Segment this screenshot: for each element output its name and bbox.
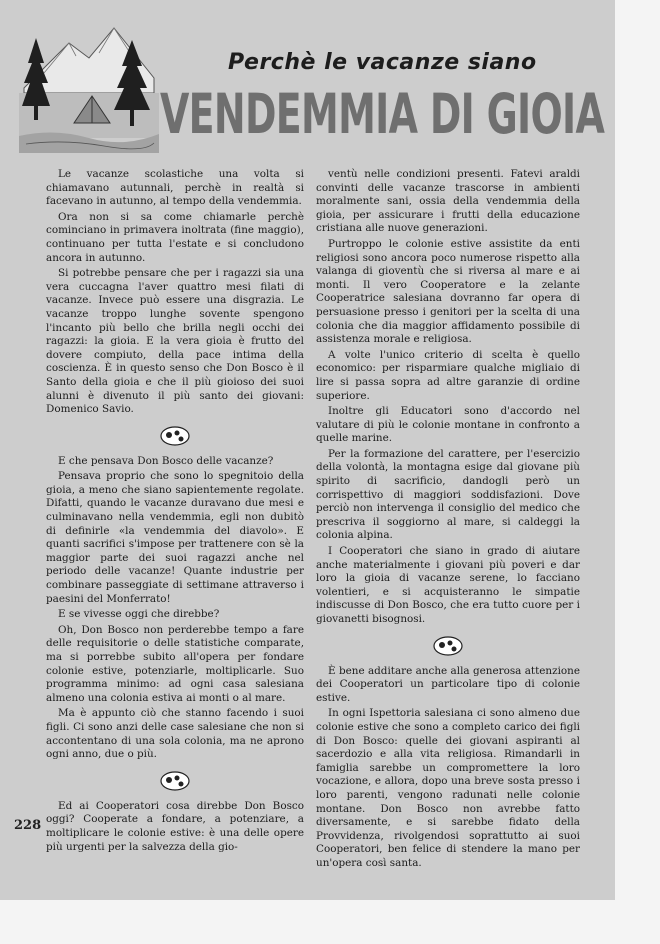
paragraph: I Cooperatori che siano in grado di aiutare anche materialmente i giovani più poveri e dar loro la gioia di vacanze serene, lo facciano volentieri, e si acquisteranno le simpatie indiscusse di Don Bosco, che era tutto cuore per i giovanetti bisognosi. [316,545,580,625]
page-number: 228 [14,818,42,833]
scan-margin-right [615,0,660,944]
right-column [316,168,580,873]
left-column [46,168,304,856]
article-title: VENDEMMIA DI GIOIA [160,82,605,146]
paragraph: Le vacanze scolastiche una volta si chiamavano autunnali, perchè in realtà si facevano in autunno, al tempo della vendemmia. [46,168,304,208]
paragraph: Ed ai Cooperatori cosa direbbe Don Bosco oggi? Cooperate a fondare, a potenziare, a moltiplicare le colonie estive: è una delle opere più urgenti per la salvezza della gio- [46,799,304,853]
paragraph: ventù nelle condizioni presenti. Fatevi araldi convinti delle vacanze trascorse in ambienti moralmente sani, ossia della vendemmia della gioia, per assicurare i frutti della educazione cristiana alle nuove generazioni. [316,168,580,235]
section-ornament-icon [158,423,192,447]
mountain-camp-illustration [14,18,164,158]
paragraph: Si potrebbe pensare che per i ragazzi sia una vera cuccagna l'aver quattro mesi filati di vacanze. Invece può essere una disgrazia. Le vacanze troppo lunghe sovente spengono l'incanto più bello che brilla negli occhi dei ragazzi: la gioia. E la vera gioia è frutto del dovere compiuto, della pace intima della coscienza. È in questo senso che Don Bosco è il Santo della gioia e che il più gioioso dei suoi alunni è divenuto il più santo dei giovani: Domenico Savio. [46,267,304,416]
paragraph: Per la formazione del carattere, per l'esercizio della volontà, la montagna esige dal giovane più spirito di sacrificio, dandogli però un corrispettivo di maggiori soddisfazioni. Dove perciò non intervenga il consiglio del medico che prescriva il soggiorno al mare, si caldeggi la colonia alpina. [316,447,580,542]
paragraph: Ma è appunto ciò che stanno facendo i suoi figli. Ci sono anzi delle case salesiane che non si accontentano di una sola colonia, ma ne aprono ogni anno, due o più. [46,707,304,761]
paragraph: In ogni Ispettoria salesiana ci sono almeno due colonie estive che sono a completo carico dei figli di Don Bosco: quelle dei giovani aspiranti al sacerdozio e alla vita religiosa. Rimandarli in famiglia sarebbe un compromettere la loro vocazione, e allora, dopo una breve sosta presso i loro parenti, vengono radunati nelle colonie montane. Don Bosco non avrebbe fatto diversamente, e si sarebbe fidato della Provvidenza, rivolgendosi soprattutto ai suoi Cooperatori, ben felice di stendere la mano per un'opera così santa. [316,707,580,869]
paragraph: Inoltre gli Educatori sono d'accordo nel valutare di più le colonie montane in confronto a quelle marine. [316,405,580,445]
paragraph: A volte l'unico criterio di scelta è quello economico: per risparmiare qualche migliaio di lire si passa sopra ad altre garanzie di ordine superiore. [316,348,580,402]
paragraph: Purtroppo le colonie estive assistite da enti religiosi sono ancora poco numerose rispetto alla valanga di gioventù che si riversa al mare e ai monti. Il vero Cooperatore e la zelante Cooperatrice salesiana dovranno far opera di persuasione presso i genitori per la scelta di una colonia che dia maggior affidamento possibile di assistenza morale e religiosa. [316,237,580,346]
section-ornament-icon [431,633,465,657]
paragraph: Oh, Don Bosco non perderebbe tempo a fare delle requisitorie o delle statistiche comparate, ma si porrebbe subito all'opera per fondare colonie estive, potenziarle, moltiplicarle. Suo programma minimo: ad ogni casa salesiana almeno una colonia estiva ai monti o al mare. [46,623,304,704]
scan-margin-bottom [0,900,660,944]
article-subtitle: Perchè le vacanze siano [228,50,537,75]
section-ornament-icon [158,768,192,792]
paragraph: E se vivesse oggi che direbbe? [58,608,220,621]
paragraph: Ora non si sa come chiamarle perchè cominciano in primavera inoltrata (fine maggio), continuano per tutta l'estate e si concludono ancora in autunno. [46,210,304,264]
paragraph: E che pensava Don Bosco delle vacanze? [58,454,274,467]
paragraph: È bene additare anche alla generosa attenzione dei Cooperatori un particolare tipo di colonie estive. [316,664,580,704]
paragraph: Pensava proprio che sono lo spegnitoio della gioia, a meno che siano sapientemente regolate. Difatti, quando le vacanze duravano due mesi e culminavano nella vendemmia, egli non dubitò di definirle «la vendemmia del diavolo». E quanti sacrifici s'impose per trattenere con sè la maggior parte dei suoi ragazzi anche nel periodo delle vacanze! Quante industrie per combinare passeggiate di settimane attraverso i paesini del Monferrato! [46,470,304,605]
